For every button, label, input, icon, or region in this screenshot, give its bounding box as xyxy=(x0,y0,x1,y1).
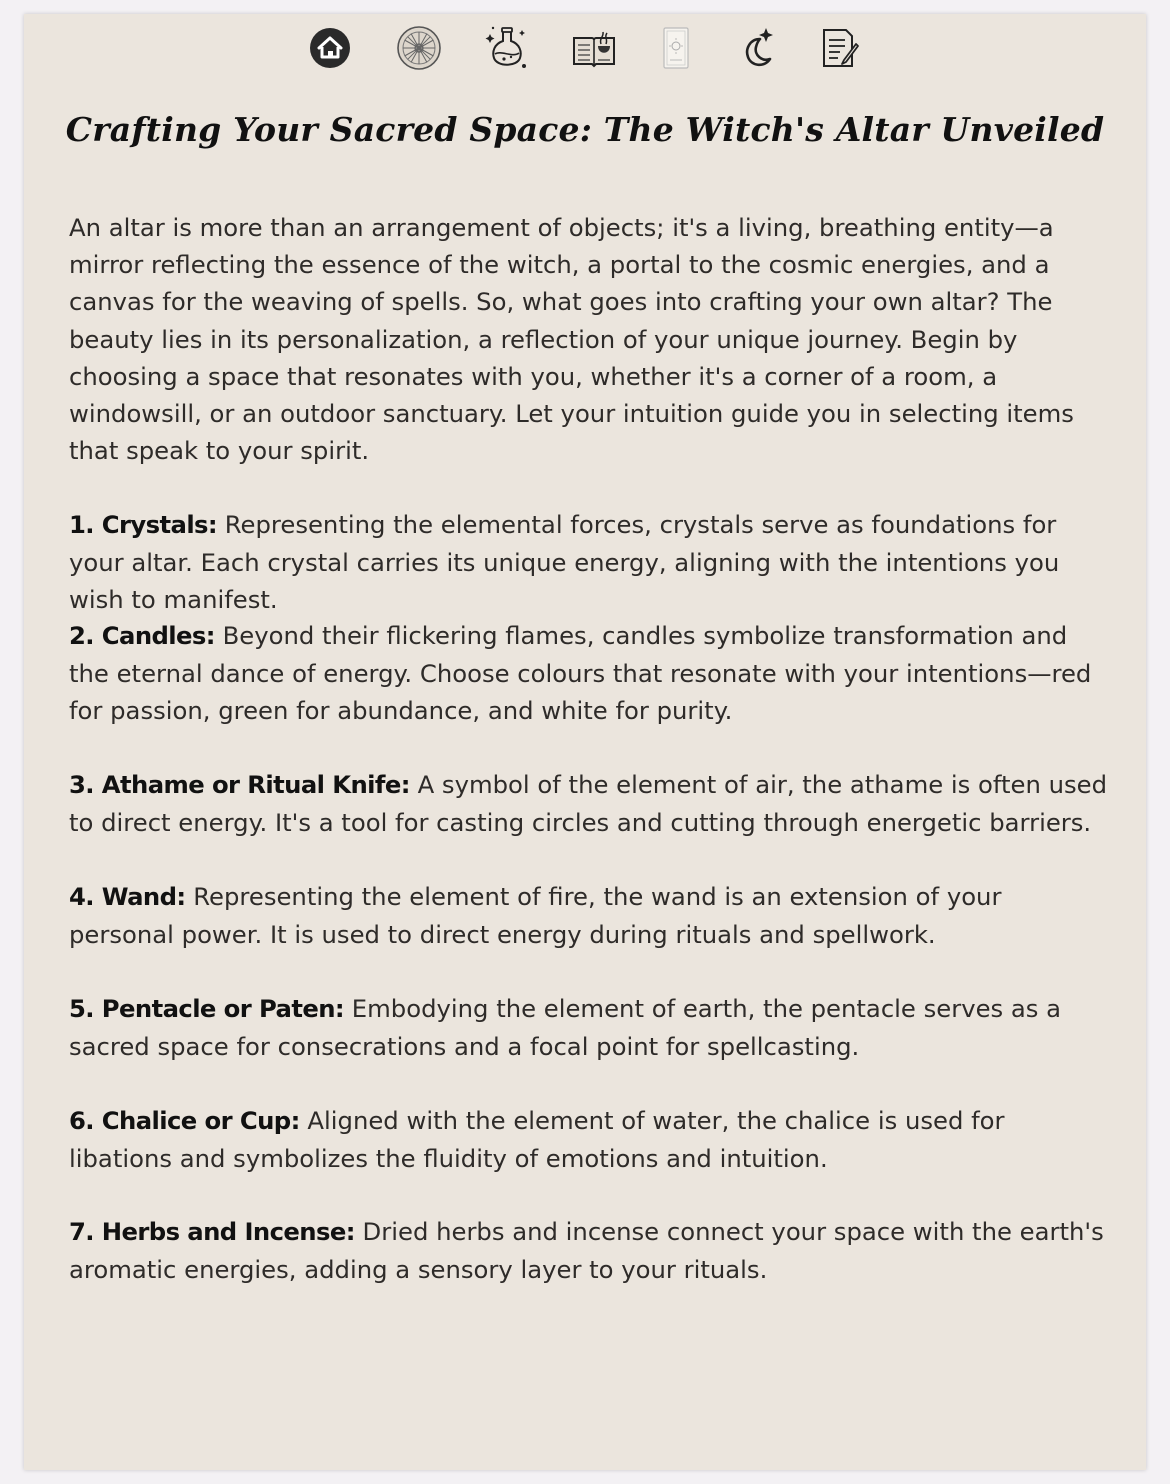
page-title: Crafting Your Sacred Space: The Witch's Altar Unveiled xyxy=(65,110,1105,149)
item-text: A symbol of the element of air, the athame is often used to direct energy. It's a tool for casting circles and cutting through energetic barriers. xyxy=(69,770,1108,837)
nav-moon[interactable] xyxy=(733,22,783,74)
spellbook-icon xyxy=(571,28,617,68)
item-text: Dried herbs and incense connect your space with the earth's aromatic energies, adding a sensory layer to your rituals. xyxy=(69,1217,1104,1284)
list-item xyxy=(69,1102,1109,1177)
item-label: 4. Wand: xyxy=(69,882,186,911)
item-label: 2. Candles: xyxy=(69,621,215,650)
list-item xyxy=(69,766,1109,841)
nav-home[interactable] xyxy=(305,22,355,74)
item-text: Representing the elemental forces, crystals serve as foundations for your altar. Each crystal carries its unique energy, aligning with the intentions you wish to manifest. xyxy=(69,510,1060,614)
nav-tarot[interactable] xyxy=(651,22,701,74)
item-text: Representing the element of fire, the wand is an extension of your personal power. It is used to direct energy during rituals and spellwork. xyxy=(69,882,1002,949)
icon-nav-bar xyxy=(24,18,1146,78)
item-text: Beyond their flickering flames, candles symbolize transformation and the eternal dance of energy. Choose colours that resonate with your intentions—red for passion, green for abundance, and white for purity. xyxy=(69,621,1092,725)
nav-wheel[interactable] xyxy=(394,22,444,74)
nav-notes[interactable] xyxy=(814,22,864,74)
document-page xyxy=(24,14,1146,1470)
nav-potion[interactable] xyxy=(482,22,532,74)
list-item xyxy=(69,617,1109,730)
notes-icon xyxy=(818,26,860,70)
item-label: 7. Herbs and Incense: xyxy=(69,1217,355,1246)
item-text: Embodying the element of earth, the pentacle serves as a sacred space for consecrations and a focal point for spellcasting. xyxy=(69,994,1062,1061)
tarot-card-icon xyxy=(661,26,691,70)
nav-spellbook[interactable] xyxy=(569,22,619,74)
list-item xyxy=(69,990,1109,1065)
list-item xyxy=(69,878,1109,953)
moon-icon xyxy=(738,25,778,71)
potion-icon xyxy=(484,24,530,72)
item-label: 5. Pentacle or Paten: xyxy=(69,994,345,1023)
item-label: 6. Chalice or Cup: xyxy=(69,1106,300,1135)
item-label: 1. Crystals: xyxy=(69,510,218,539)
home-icon xyxy=(308,26,352,70)
item-text: Aligned with the element of water, the chalice is used for libations and symbolizes the fluidity of emotions and intuition. xyxy=(69,1106,1005,1173)
list-item xyxy=(69,1213,1109,1288)
intro-paragraph: An altar is more than an arrangement of objects; it's a living, breathing entity—a mirror reflecting the essence of the witch, a portal to the cosmic energies, and a canvas for the weaving of spells. So, what goes into crafting your own altar? The beauty lies in its personalization, a reflection of your unique journey. Begin by choosing a space that resonates with you, whether it's a corner of a room, a windowsill, or an outdoor sanctuary. Let your intuition guide you in selecting items that speak to your spirit. xyxy=(69,213,1074,466)
list-item xyxy=(69,506,1109,619)
item-label: 3. Athame or Ritual Knife: xyxy=(69,770,410,799)
wheel-icon xyxy=(396,25,442,71)
